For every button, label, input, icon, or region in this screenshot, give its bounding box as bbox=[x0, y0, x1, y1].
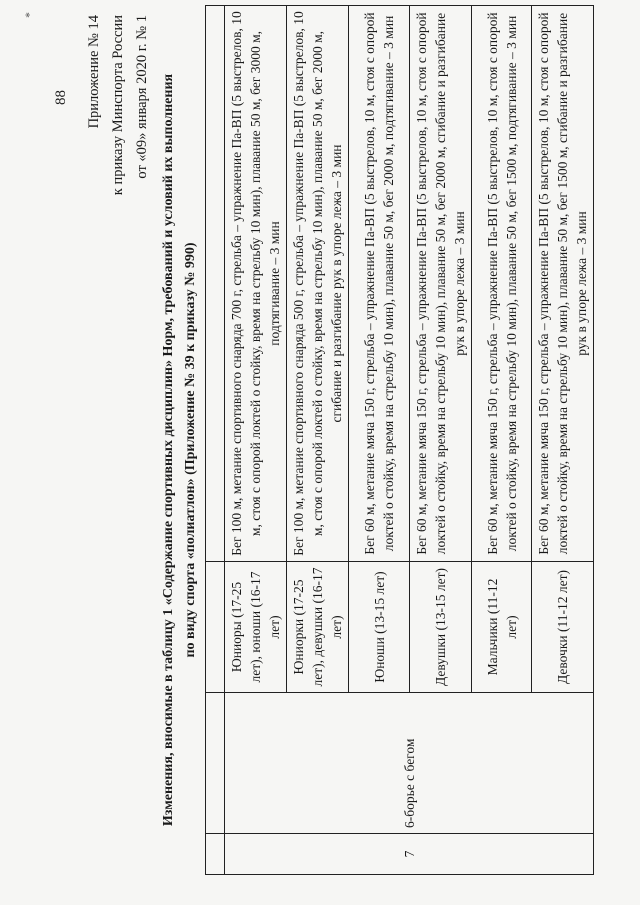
norm-description: Бег 100 м, метание спортивного снаряда 700 г, стрельба – упражнение Па-ВП (5 выстрелов, 10 м, стоя с опорой локтей о стойку, время на стрельбу 10 мин), плавание 50 м, бег 3000 м, подтягивание – 3 мин bbox=[225, 6, 287, 562]
norm-description: Бег 60 м, метание мяча 150 г, стрельба – упражнение Па-ВП (5 выстрелов, 10 м, стоя с опорой локтей о стойку, время на стрельбу 10 мин), плавание 50 м, бег 1500 м, подтягивание – 3 мин bbox=[472, 6, 532, 562]
table-top-row bbox=[206, 6, 225, 875]
heading-line-2: по виду спорта «полиатлон» (Приложение № 39 к приказу № 990) bbox=[183, 242, 198, 658]
norm-description: Бег 100 м, метание спортивного снаряда 500 г, стрельба – упражнение Па-ВП (5 выстрелов, 10 м, стоя с опорой локтей о стойку, время на стрельбу 10 мин), плавание 50 м, бег 2000 м, сгибание и разгибание рук в упоре лежа – 3 мин bbox=[287, 6, 349, 562]
norm-description: Бег 60 м, метание мяча 150 г, стрельба – упражнение Па-ВП (5 выстрелов, 10 м, стоя с опорой локтей о стойку, время на стрельбу 10 мин), плавание 50 м, бег 2000 м, сгибание и разгибание рук в упоре лежа – 3 мин bbox=[410, 6, 472, 562]
discipline-name: 6-борье с бегом bbox=[225, 693, 594, 834]
age-group: Юниоры (17-25 лет), юноши (16-17 лет) bbox=[225, 562, 287, 693]
table-cell bbox=[206, 693, 225, 834]
table-row bbox=[225, 6, 287, 875]
row-number: 7 bbox=[225, 834, 594, 875]
age-group: Мальчики (11-12 лет) bbox=[472, 562, 532, 693]
appendix-line-3: от «09» января 2020 г. № 1 bbox=[134, 15, 150, 179]
norms-table bbox=[205, 5, 594, 875]
heading-line-1: Изменения, вносимые в таблицу 1 «Содержание спортивных дисциплин» Норм, требований и условий их выполнения bbox=[161, 73, 176, 827]
age-group: Девочки (11-12 лет) bbox=[532, 562, 594, 693]
page-number: 88 bbox=[53, 90, 69, 105]
age-group: Юноши (13-15 лет) bbox=[349, 562, 410, 693]
appendix-line-2: к приказу Минспорта России bbox=[110, 15, 126, 196]
table-cell bbox=[206, 834, 225, 875]
document-heading bbox=[158, 15, 202, 885]
table-cell bbox=[206, 562, 225, 693]
norm-description: Бег 60 м, метание мяча 150 г, стрельба – упражнение Па-ВП (5 выстрелов, 10 м, стоя с опорой локтей о стойку, время на стрельбу 10 мин), плавание 50 м, бег 2000 м, подтягивание – 3 мин bbox=[349, 6, 410, 562]
norm-description: Бег 60 м, метание мяча 150 г, стрельба – упражнение Па-ВП (5 выстрелов, 10 м, стоя с опорой локтей о стойку, время на стрельбу 10 мин), плавание 50 м, бег 1500 м, сгибание и разгибание рук в упоре лежа – 3 мин bbox=[532, 6, 594, 562]
corner-mark: * bbox=[22, 12, 36, 18]
age-group: Юниорки (17-25 лет), девушки (16-17 лет) bbox=[287, 562, 349, 693]
age-group: Девушки (13-15 лет) bbox=[410, 562, 472, 693]
table-cell bbox=[206, 6, 225, 562]
appendix-header bbox=[82, 15, 154, 285]
appendix-line-1: Приложение № 14 bbox=[86, 15, 102, 129]
